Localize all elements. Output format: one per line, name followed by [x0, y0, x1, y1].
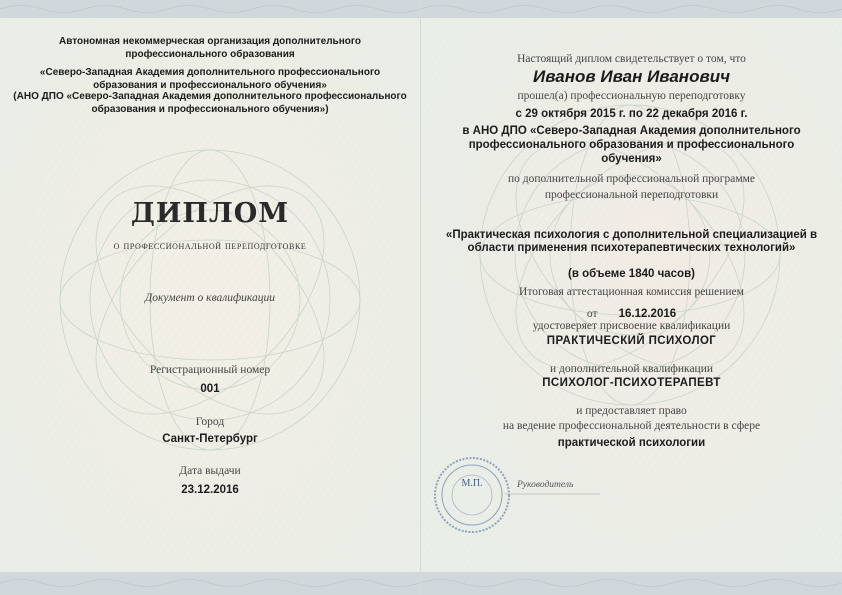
qualification: ПРАКТИЧЕСКИЙ ПСИХОЛОГ	[546, 335, 717, 347]
registration-number: 001	[200, 383, 220, 395]
commission-text: Итоговая аттестационная комиссия решением	[519, 286, 744, 298]
issue-date-value: 23.12.2016	[181, 484, 239, 496]
grants-text: и предоставляет право	[576, 405, 687, 417]
city-label: Город	[195, 416, 225, 428]
additional-qualification: ПСИХОЛОГ-ПСИХОТЕРАПЕВТ	[542, 377, 721, 389]
intro-text: Настоящий диплом свидетельствует о том, что	[517, 53, 746, 65]
decision-date: 16.12.2016	[618, 308, 677, 320]
left-page	[0, 0, 420, 595]
org-short-name: (АНО ДПО «Северо-Западная Академия дополнительного профессионального образования и профессионального обучения»)	[13, 91, 407, 115]
registration-label: Регистрационный номер	[149, 364, 271, 376]
graduate-name: Иванов Иван Иванович	[532, 67, 731, 86]
activity-field: практической психологии	[557, 437, 706, 449]
program-name-line-2: области применения психотерапевтических технологий»	[467, 242, 796, 254]
program-name-line-1: «Практическая психология с дополнительной специализацией в	[445, 229, 818, 241]
volume-hours: (в объеме 1840 часов)	[568, 268, 695, 280]
additional-label: и дополнительной квалификации	[549, 363, 714, 375]
program-line-1: по дополнительной профессиональной программе	[508, 173, 755, 185]
diploma-title: ДИПЛОМ	[130, 198, 290, 229]
org-full-name: «Северо-Западная Академия дополнительного профессионального образования и профессионального обучения»	[39, 67, 381, 91]
passed-text: прошел(а) профессиональную переподготовку	[517, 90, 746, 102]
institution-line-1: в АНО ДПО «Северо-Западная Академия дополнительного	[462, 125, 801, 137]
study-period: с 29 октября 2015 г. по 22 декабря 2016 г.	[515, 108, 748, 120]
diploma-subtitle: о профессиональной переподготовке	[113, 240, 307, 252]
city-value: Санкт-Петербург	[162, 433, 258, 445]
director-label: Руководитель	[517, 480, 574, 490]
program-line-2: профессиональной переподготовки	[544, 189, 719, 201]
institution-line-2: профессионального образования и профессионального	[468, 139, 795, 151]
certifies-text: удостоверяет присвоение квалификации	[532, 320, 731, 332]
document-type: Документ о квалификации	[144, 292, 276, 304]
decision-date-row	[421, 302, 842, 321]
org-name: Автономная некоммерческая организация дополнительного профессионального образования	[59, 36, 361, 60]
issue-date-label: Дата выдачи	[179, 465, 241, 477]
activity-text: на ведение профессиональной деятельности в сфере	[502, 420, 761, 432]
stamp-label: М.П.	[461, 478, 483, 489]
institution-line-3: обучения»	[601, 153, 662, 165]
right-page	[421, 0, 842, 595]
from-label: от	[586, 308, 598, 320]
